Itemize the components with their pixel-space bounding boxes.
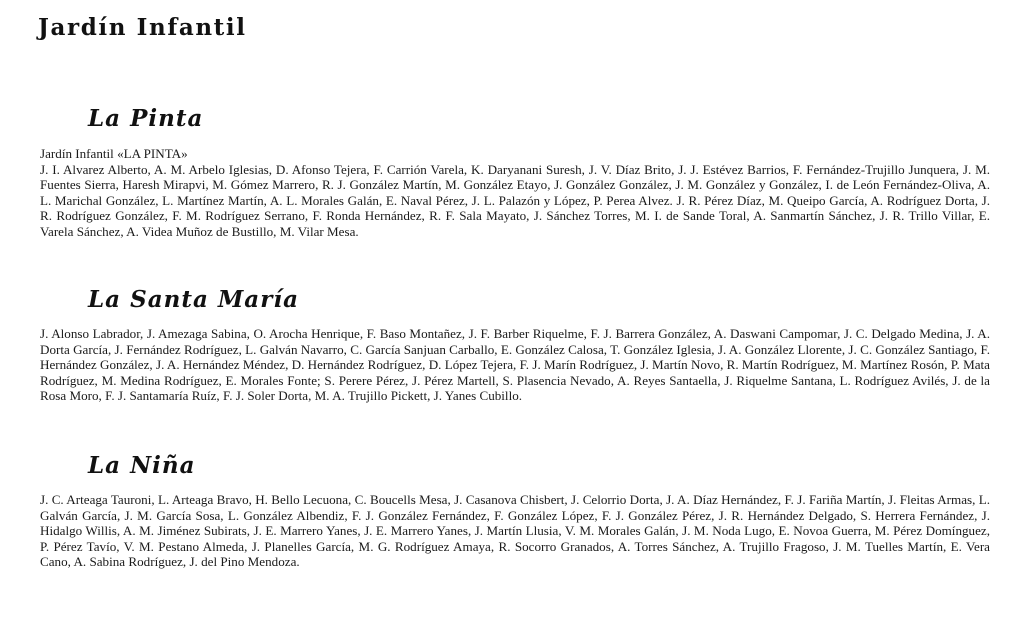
name-list-la-pinta: J. I. Alvarez Alberto, A. M. Arbelo Iglesias, D. Afonso Tejera, F. Carrión Varela, K. Daryanani Suresh, J. V. Díaz Brito, J. J. Estévez Barrios, F. Fernández-Trujillo Junquera, J. M. Fuentes Sierra, Haresh Mirapvi, M. Gómez Marrero, R. J. González Martín, M. González Etayo, J. González González, J. M. González y González, I. de León Fernández-Oliva, A. L. Marichal González, L. Martínez Martín, A. L. Morales Galán, E. Naval Pérez, J. L. Palazón y López, P. Perea Alvez. J. R. Pérez Díaz, M. Queipo García, A. Rodríguez Dorta, J. R. Rodríguez González, F. M. Rodríguez Serrano, F. Ronda Hernández, R. F. Sala Mayato, J. Sánchez Torres, M. I. de Sande Toral, A. Sanmartín Sánchez, J. R. Trillo Villar, E. Varela Sánchez, A. Videa Muñoz de Bustillo, M. Vilar Mesa. bbox=[40, 161, 990, 239]
section-body-la-santa-maria bbox=[40, 326, 990, 404]
name-list-la-santa-maria: J. Alonso Labrador, J. Amezaga Sabina, O. Arocha Henrique, F. Baso Montañez, J. F. Barber Riquelme, F. J. Barrera González, A. Daswani Campomar, J. C. Delgado Medina, J. A. Dorta García, J. Fernández Rodríguez, L. Galván Navarro, C. García Sanjuan Carballo, E. González Calosa, T. González Iglesia, J. A. González Llorente, J. C. González Santiago, F. Hernández González, J. A. Hernández Méndez, D. Hernández Rodríguez, D. López Tejera, F. J. Marín Rodríguez, J. Martín Novo, R. Martín Rodríguez, M. Martínez Rosón, P. Mata Rodríguez, M. Medina Rodríguez, E. Morales Fonte; S. Perere Pérez, J. Pérez Martell, S. Plasencia Nevado, A. Reyes Santaella, J. Riquelme Santana, L. Rodríguez Avilés, J. de la Rosa Moro, F. J. Santamaría Ruíz, F. J. Soler Dorta, M. A. Trujillo Pickett, J. Yanes Cubillo. bbox=[40, 326, 990, 404]
section-heading-la-pinta: La Pinta bbox=[88, 105, 204, 132]
section-body-la-nina bbox=[40, 492, 990, 570]
page-title: Jardín Infantil bbox=[38, 14, 247, 41]
section-heading-la-nina: La Niña bbox=[88, 452, 196, 479]
section-subtitle-la-pinta: Jardín Infantil «LA PINTA» bbox=[40, 146, 188, 161]
section-heading-la-santa-maria: La Santa María bbox=[88, 286, 299, 313]
section-body-la-pinta bbox=[40, 146, 990, 240]
name-list-la-nina: J. C. Arteaga Tauroni, L. Arteaga Bravo, H. Bello Lecuona, C. Boucells Mesa, J. Casanova Chisbert, J. Celorrio Dorta, J. A. Díaz Hernández, F. J. Fariña Martín, J. Fleitas Armas, L. Galván García, J. M. García Sosa, L. González Albendiz, F. J. González Fernández, F. González López, F. J. González Pérez, J. R. Hernández Delgado, S. Herrera Fernández, J. Hidalgo Willis, A. M. Jiménez Subirats, J. E. Marrero Yanes, J. E. Marrero Yanes, J. Martín Llusia, V. M. Morales Galán, J. M. Noda Lugo, E. Novoa Guerra, M. Pérez Domínguez, P. Pérez Tavío, V. M. Pestano Almeda, J. Planelles García, M. G. Rodríguez Amaya, R. Socorro Granados, A. Torres Sánchez, A. Trujillo Fragoso, J. M. Tuelles Martín, E. Vera Cano, A. Sabina Rodríguez, J. del Pino Mendoza. bbox=[40, 492, 990, 570]
